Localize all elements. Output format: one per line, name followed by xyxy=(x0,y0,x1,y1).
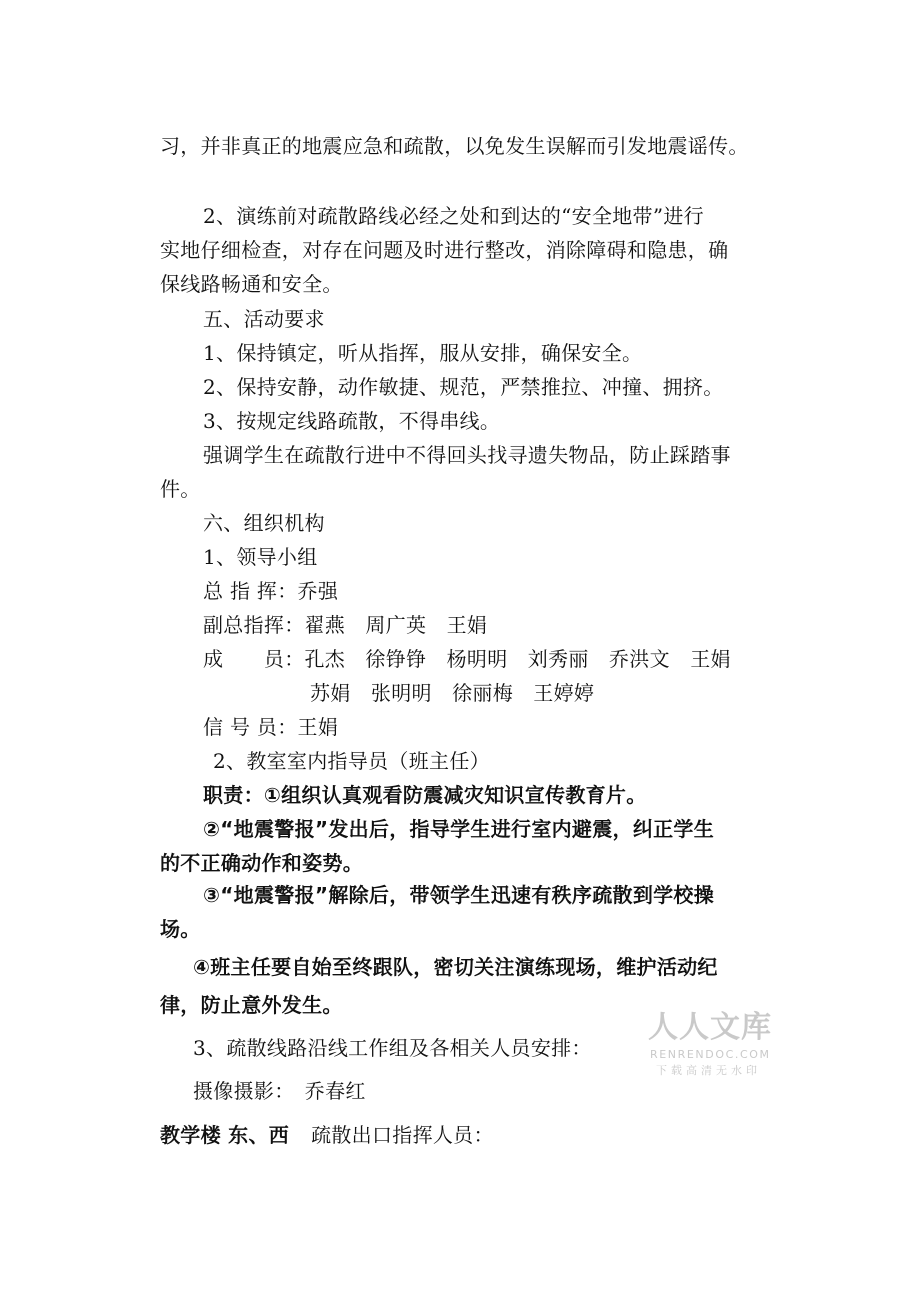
deputy-commander-line: 副总指挥：翟燕 周广英 王娟 xyxy=(203,613,488,637)
duty-line: ②“地震警报”发出后，指导学生进行室内避震，纠正学生 xyxy=(203,817,715,841)
subsection-heading: 1、领导小组 xyxy=(203,545,318,569)
signaler-line: 信 号 员：王娟 xyxy=(203,715,339,739)
duty-line: 职责：①组织认真观看防震减灾知识宣传教育片。 xyxy=(203,783,647,807)
paragraph-line: 习，并非真正的地震应急和疏散，以免发生误解而引发地震谣传。 xyxy=(160,134,749,158)
list-item: 3、按规定线路疏散，不得串线。 xyxy=(203,409,501,433)
members-line-continued: 苏娟 张明明 徐丽梅 王婷婷 xyxy=(310,681,595,705)
section-heading: 五、活动要求 xyxy=(203,307,325,331)
list-item: 2、保持安静，动作敏捷、规范，严禁推拉、冲撞、拥挤。 xyxy=(203,375,724,399)
exit-commander-line xyxy=(160,1121,494,1149)
duty-line: ③“地震警报”解除后，带领学生迅速有秩序疏散到学校操 xyxy=(203,883,715,907)
list-item: 1、保持镇定，听从指挥，服从安排，确保安全。 xyxy=(203,341,643,365)
paragraph-line: 强调学生在疏散行进中不得回头找寻遗失物品，防止踩踏事 xyxy=(203,443,731,467)
members-line: 成 员：孔杰 徐铮铮 杨明明 刘秀丽 乔洪文 王娟 xyxy=(203,647,731,671)
duty-line: ④班主任要自始至终跟队，密切关注演练现场，维护活动纪 xyxy=(193,955,718,979)
duty-line: 场。 xyxy=(160,917,201,941)
paragraph-line: 实地仔细检查，对存在问题及时进行整改，消除障碍和隐患，确 xyxy=(160,238,729,262)
paragraph-line: 2、演练前对疏散路线必经之处和到达的“安全地带”进行 xyxy=(203,204,704,228)
subsection-heading: 3、疏散线路沿线工作组及各相关人员安排： xyxy=(193,1036,592,1060)
watermark xyxy=(640,1010,780,1082)
section-heading: 六、组织机构 xyxy=(203,511,325,535)
subsection-heading: 2、教室室内指导员（班主任） xyxy=(213,749,490,773)
paragraph-line: 保线路畅通和安全。 xyxy=(160,272,343,296)
duty-line: 律，防止意外发生。 xyxy=(160,993,343,1017)
watermark-title: 人人文库 xyxy=(648,1010,772,1045)
exit-commander-label: 疏散出口指挥人员： xyxy=(311,1123,494,1147)
watermark-slogan: 下载高清无水印 xyxy=(656,1064,761,1077)
commander-line: 总 指 挥：乔强 xyxy=(203,579,339,603)
watermark-domain: RENRENDOC.COM xyxy=(650,1048,771,1061)
duty-line: 的不正确动作和姿势。 xyxy=(160,851,363,875)
photographer-line: 摄像摄影： 乔春红 xyxy=(193,1079,366,1103)
paragraph-line: 件。 xyxy=(160,477,201,501)
building-label: 教学楼 东、西 xyxy=(160,1123,290,1147)
